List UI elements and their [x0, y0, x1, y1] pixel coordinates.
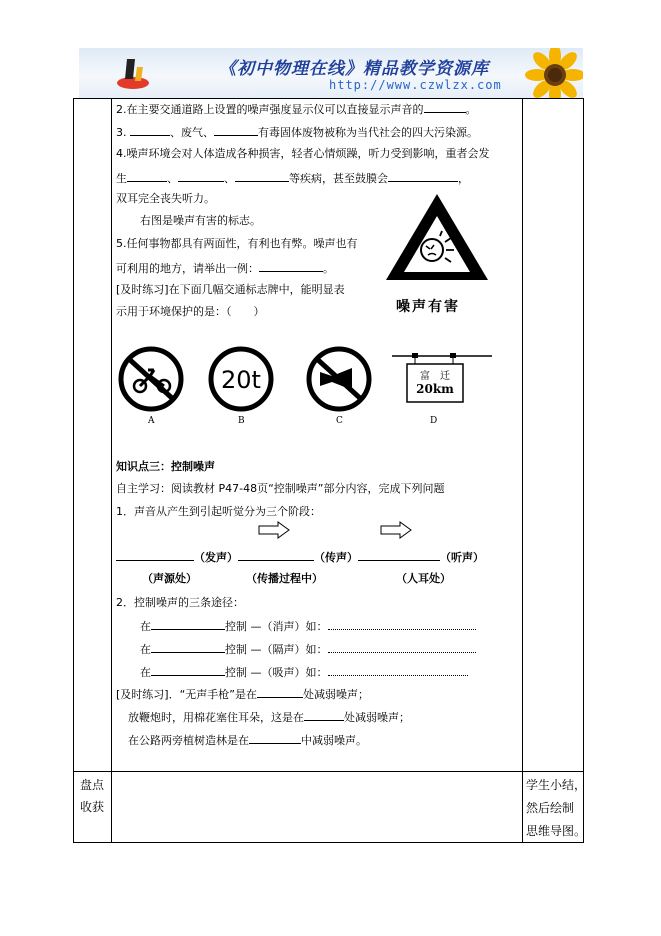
noise-sign-caption: 噪声有害	[396, 299, 460, 315]
route-row-3: 在 控制 —（吸声）如：	[140, 664, 468, 680]
student-note-2: 然后绘制	[526, 801, 575, 815]
practice2-line-1: [及时练习]．“无声手枪”是在 处减弱噪声；	[116, 688, 369, 701]
route-row-1: 在 控制 —（消声）如：	[140, 618, 476, 634]
practice1-line-2: 示用于环境保护的是：（ ）	[116, 305, 265, 318]
table-divider-left	[111, 98, 112, 843]
section3-intro: 自主学习：阅读教材 P47-48页“控制噪声”部分内容，完成下列问题	[116, 482, 445, 495]
arrow-right-icon	[258, 521, 290, 539]
practice2-line-2: 放鞭炮时，用棉花塞住耳朵，这是在 处减弱噪声；	[128, 711, 410, 724]
noise-sign-note: 右图是噪声有害的标志。	[140, 214, 261, 227]
summary-label-1: 盘点	[80, 778, 105, 792]
summary-label-2: 收获	[80, 800, 105, 814]
banner-url[interactable]: http://www.czwlzx.com	[329, 78, 502, 92]
sign-d-label: D	[430, 416, 438, 426]
q4-line-1: 4.噪声环境会对人体造成各种损害，轻者心情烦躁，听力受到影响，重者会发	[116, 147, 490, 160]
no-motorcycle-sign-icon	[118, 346, 184, 412]
header-banner	[79, 48, 583, 99]
section3-q1: 1．声音从产生到引起听觉分为三个阶段：	[116, 505, 321, 518]
stages-line: （发声） （传声） （听声）	[116, 549, 484, 565]
student-note-1: 学生小结，	[526, 778, 587, 792]
site-logo-icon	[113, 53, 153, 93]
distance-sign-town: 富 迁	[420, 371, 450, 382]
sign-b-label: B	[238, 416, 245, 426]
route-row-2: 在 控制 —（隔声）如：	[140, 641, 476, 657]
table-divider-right	[522, 98, 523, 843]
distance-sign	[392, 348, 492, 408]
banner-title: 《初中物理在线》精品教学资源库	[219, 59, 489, 79]
q4-line-2: 生 、 、 等疾病，甚至鼓膜会 ，	[116, 172, 469, 185]
noise-hazard-sign-icon	[382, 190, 492, 286]
practice1-line-1: [及时练习]在下面几幅交通标志牌中，能明显表	[116, 283, 345, 296]
place-source: （声源处）	[142, 572, 197, 585]
distance-sign-km: 20km	[416, 382, 454, 396]
sign-a-label: A	[148, 416, 155, 426]
section3-q2: 2．控制噪声的三条途径：	[116, 596, 244, 609]
sunflower-icon	[507, 48, 583, 98]
sign-c-label: C	[336, 416, 343, 426]
q5-line-1: 5.任何事物都具有两面性，有利也有弊。噪声也有	[116, 237, 358, 250]
table-row-divider	[73, 771, 584, 772]
place-ear: （人耳处）	[396, 572, 451, 585]
weight-limit-sign	[208, 346, 274, 412]
arrow-right-icon	[380, 521, 412, 539]
weight-limit-text: 20t	[221, 366, 261, 394]
q2-line: 2.在主要交通道路上设置的噪声强度显示仪可以直接显示声音的 。	[116, 103, 477, 116]
student-note-3: 思维导图。	[526, 824, 587, 838]
practice2-line-3: 在公路两旁植树造林是在 中减弱噪声。	[128, 734, 367, 747]
q5-line-2: 可利用的地方，请举出一例： 。	[116, 262, 334, 275]
q3-line: 3. 、废气、 有毒固体废物被称为当代社会的四大污染源。	[116, 126, 478, 139]
place-transmission: （传播过程中）	[246, 572, 323, 585]
no-horn-sign-icon	[306, 346, 372, 412]
section3-heading: 知识点三：控制噪声	[116, 460, 215, 473]
q4-line-3: 双耳完全丧失听力。	[116, 192, 215, 205]
